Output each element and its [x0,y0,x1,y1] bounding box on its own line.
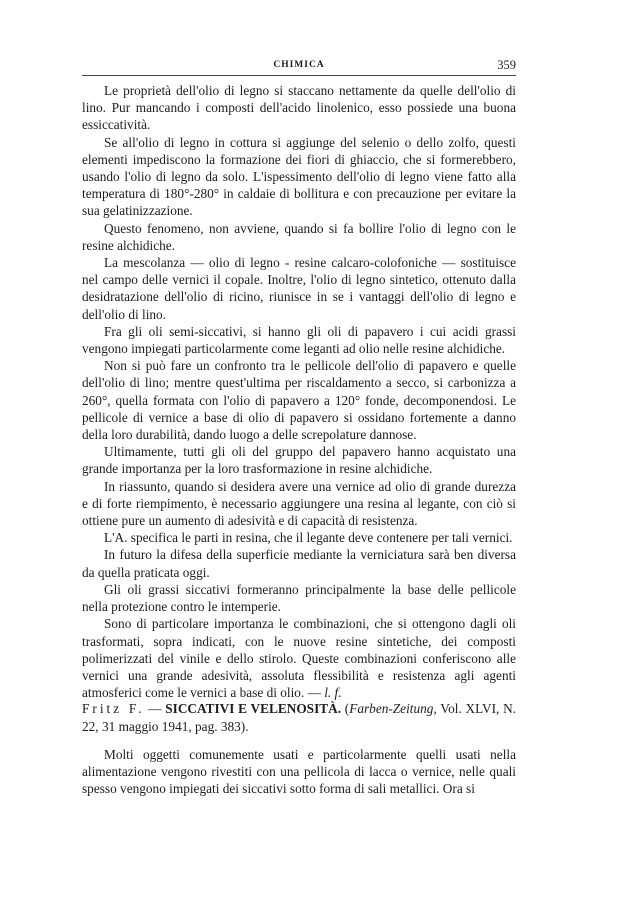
article-title: SICCATIVI E VELENOSITÀ. [165,701,342,716]
paragraph: Fra gli oli semi-siccativi, si hanno gli oli di papavero i cui acidi grassi vengono impiegati particolarmente come leganti ad olio nelle resine alchidiche. [82,323,516,357]
paragraph: L'A. specifica le parti in resina, che il legante deve contenere per tali vernici. [104,530,513,546]
paragraph: Questo fenomeno, non avviene, quando si fa bollire l'olio di legno con le resine alchidiche. [82,220,516,253]
signature: l. f. [324,685,342,701]
article-body [82,746,516,798]
main-text [82,82,516,701]
paragraph: Se all'olio di legno in cottura si aggiunge del selenio o dello zolfo, questi elementi impediscono la formazione dei fiori di ghiaccio, che si formerebbero, usando l'olio di legno da solo. L'ispessimento dell'olio di legno viene fatto alla temperatura di 180°-280° in caldaie di bollitura e con precauzione per evitare la sua gelatinizzazione. [82,134,516,219]
paragraph: Ultimamente, tutti gli oli del gruppo del papavero hanno acquistato una grande importanza per la loro trasformazione in resine alchidiche. [82,444,516,477]
paragraph: In riassunto, quando si desidera avere una vernice ad olio di grande durezza e di forte riempimento, è necessario aggiungere una resina al legante, con ciò si ottiene pure un aumento di adesività e di capacità di resistenza. [82,478,516,529]
paragraph: Non si può fare un confronto tra le pellicole dell'olio di papavero e quelle dell'olio di lino; mentre quest'ultima per riscaldamento a secco, si carbonizza a 260°, quella formata con l'olio di papavero a 120° fonde, decomponendosi. Le pellicole di vernice a base di olio di papavero si ossidano fortemente a danno della loro durabilità, dando luogo a delle screpolature dannose. [82,358,516,443]
paragraph-last-text: Sono di particolare importanza le combinazioni, che si ottengono dagli oli trasformati, sopra indicati, con le nuove resine sintetiche, dei composti polimerizzati del vinile e dello stirolo. Queste combinazioni conferiscono alle vernici una grande adesività, assoluta flessibilità e resistenza agli agenti atmosferici come le vernici a base di olio. — [82,616,516,701]
paragraph-last [82,615,516,701]
page-number: 359 [497,58,516,72]
header-rule [82,75,516,76]
paragraph: Le proprietà dell'olio di legno si staccano nettamente da quelle dell'olio di lino. Pur mancando i composti dell'acido linolenico, esso possiede una buona essiccatività. [82,83,516,133]
paragraph: La mescolanza — olio di legno - resine calcaro-colofoniche — sostituisce nel campo delle vernici il copale. Inoltre, l'olio di legno sintetico, ottenuto dalla desidratazione dell'olio di ricino, riunisce in se i vantaggi dell'olio di legno e dell'olio di lino. [82,255,516,322]
article-dash: — [144,701,166,716]
running-title: CHIMICA [273,60,325,70]
article-heading [82,700,516,735]
citation-open: ( [341,701,350,716]
article-journal: Farben-Zeitung, [349,701,437,716]
article-citation: Vol. XLVI, N. 22, 31 maggio 1941, pag. 383). [82,701,517,734]
page-header [82,60,516,76]
article-author: Fritz F. [82,701,145,716]
paragraph: In futuro la difesa della superficie mediante la verniciatura sarà ben diversa da quella praticata oggi. [82,547,516,580]
paragraph: Gli oli grassi siccativi formeranno principalmente la base delle pellicole nella protezione contro le intemperie. [82,581,516,615]
paragraph: Molti oggetti comunemente usati e particolarmente quelli usati nella alimentazione vengono rivestiti con una pellicola di lacca o vernice, nelle quali spesso vengono impiegati dei siccativi sotto forma di sali metallici. Ora si [82,747,516,797]
